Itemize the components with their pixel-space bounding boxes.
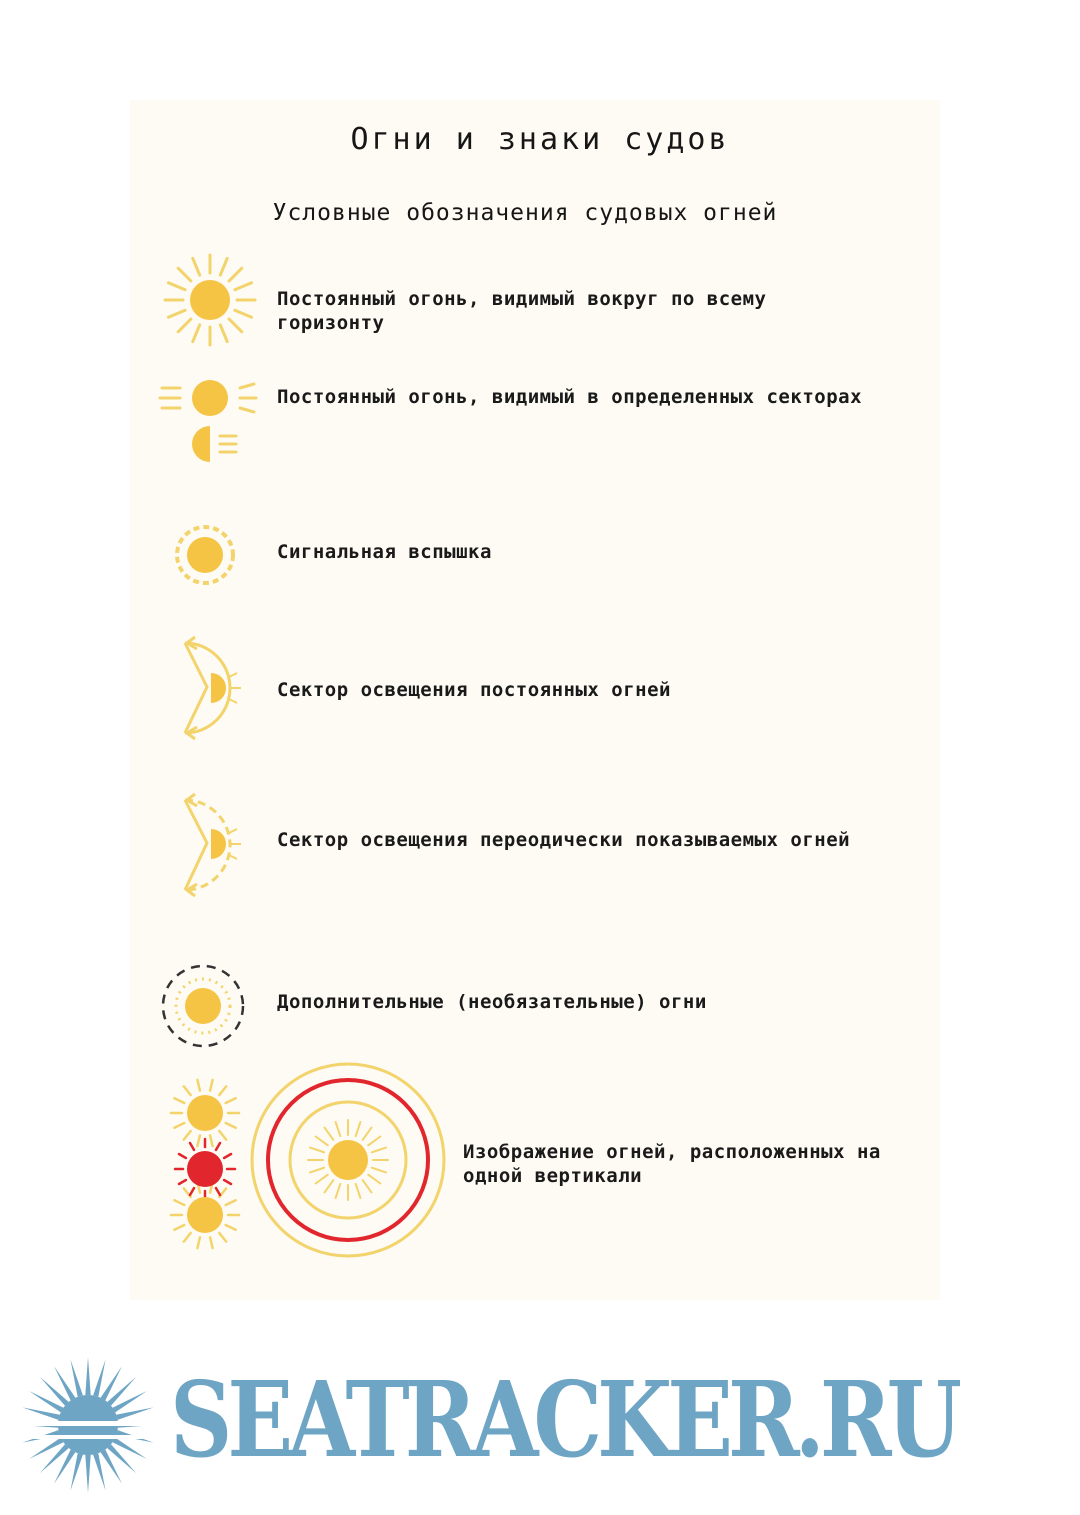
legend-text-signal-flash: Сигнальная вспышка: [277, 541, 492, 563]
legend-text-sector-light: Постоянный огонь, видимый в определенных секторах: [277, 386, 863, 408]
page-subtitle: Условные обозначения судовых огней: [272, 200, 778, 226]
watermark-text: SEATRACKER.RU: [170, 1358, 957, 1481]
vertical-lights-icon: [248, 1060, 448, 1260]
all-round-light-icon: [150, 245, 270, 355]
legend-text-all-round: Постоянный огонь, видимый вокруг по всему горизонту: [277, 288, 767, 334]
legend-text-vertical: Изображение огней, расположенных на одной вертикали: [463, 1141, 881, 1187]
legend-text-constant-sector: Сектор освещения постоянных огней: [277, 679, 671, 701]
legend-text-optional: Дополнительные (необязательные) огни: [277, 991, 707, 1013]
constant-sector-arc-icon: [165, 625, 275, 750]
page-title: Огни и знаки судов: [350, 122, 730, 157]
periodic-sector-arc-icon: [165, 785, 275, 905]
sun-logo-icon: [18, 1355, 158, 1495]
vertical-lights-stack-icon: [155, 1075, 255, 1265]
sector-light-icon: [150, 370, 270, 475]
legend-text-periodic-sector: Сектор освещения переодически показываемых огней: [277, 829, 851, 851]
optional-light-icon: [150, 960, 260, 1055]
signal-flash-icon: [160, 515, 250, 595]
